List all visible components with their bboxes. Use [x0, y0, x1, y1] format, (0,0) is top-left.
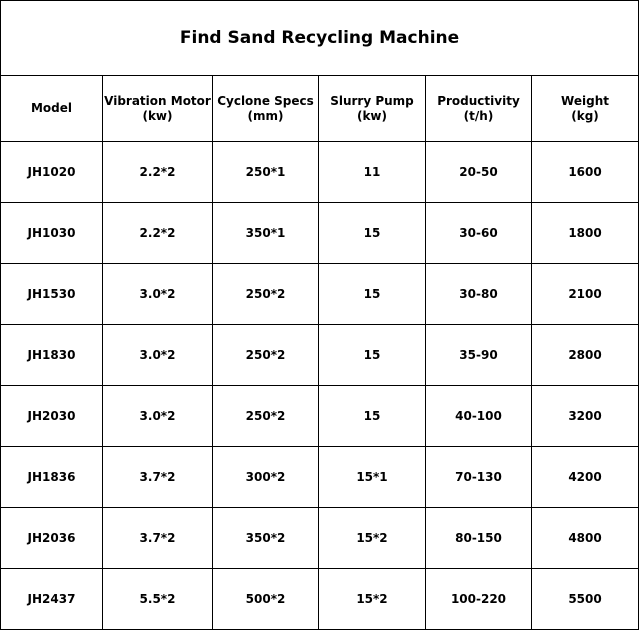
cell-cyclone-specs: 350*1 — [213, 203, 319, 264]
table-row — [1, 325, 639, 386]
cell-weight: 1800 — [532, 203, 639, 264]
cell-productivity: 20-50 — [426, 142, 532, 203]
header-label: Weight — [561, 93, 609, 108]
cell-model: JH2437 — [1, 569, 103, 630]
cell-cyclone-specs: 250*2 — [213, 386, 319, 447]
cell-cyclone-specs: 300*2 — [213, 447, 319, 508]
cell-slurry-pump: 15*2 — [319, 508, 426, 569]
title-row — [1, 1, 639, 76]
header-cyclone-specs — [213, 76, 319, 142]
header-slurry-pump — [319, 76, 426, 142]
cell-model: JH2030 — [1, 386, 103, 447]
cell-weight: 1600 — [532, 142, 639, 203]
header-unit: (t/h) — [463, 108, 494, 123]
table-row — [1, 447, 639, 508]
cell-vibration-motor: 3.7*2 — [103, 447, 213, 508]
cell-productivity: 80-150 — [426, 508, 532, 569]
cell-productivity: 30-80 — [426, 264, 532, 325]
table-row — [1, 569, 639, 630]
cell-slurry-pump: 11 — [319, 142, 426, 203]
cell-weight: 5500 — [532, 569, 639, 630]
cell-productivity: 70-130 — [426, 447, 532, 508]
cell-slurry-pump: 15*2 — [319, 569, 426, 630]
table-title: Find Sand Recycling Machine — [1, 1, 639, 76]
cell-weight: 4800 — [532, 508, 639, 569]
table-row — [1, 508, 639, 569]
table-row — [1, 142, 639, 203]
cell-productivity: 35-90 — [426, 325, 532, 386]
cell-model: JH1836 — [1, 447, 103, 508]
cell-slurry-pump: 15 — [319, 264, 426, 325]
header-weight — [532, 76, 639, 142]
cell-model: JH1530 — [1, 264, 103, 325]
cell-productivity: 40-100 — [426, 386, 532, 447]
cell-model: JH2036 — [1, 508, 103, 569]
header-label: Slurry Pump — [330, 93, 414, 108]
cell-weight: 3200 — [532, 386, 639, 447]
cell-vibration-motor: 2.2*2 — [103, 203, 213, 264]
header-label: Productivity — [437, 93, 520, 108]
cell-weight: 2800 — [532, 325, 639, 386]
header-unit: (kw) — [142, 108, 173, 123]
cell-weight: 4200 — [532, 447, 639, 508]
cell-slurry-pump: 15 — [319, 325, 426, 386]
cell-vibration-motor: 3.0*2 — [103, 325, 213, 386]
header-unit: (mm) — [247, 108, 284, 123]
cell-slurry-pump: 15 — [319, 203, 426, 264]
cell-cyclone-specs: 500*2 — [213, 569, 319, 630]
header-vibration-motor — [103, 76, 213, 142]
header-label: Model — [30, 101, 73, 115]
header-model — [1, 76, 103, 142]
cell-model: JH1030 — [1, 203, 103, 264]
header-unit: (kw) — [356, 108, 388, 123]
cell-vibration-motor: 2.2*2 — [103, 142, 213, 203]
cell-productivity: 30-60 — [426, 203, 532, 264]
table-row — [1, 386, 639, 447]
table-row — [1, 264, 639, 325]
header-unit: (kg) — [571, 108, 599, 123]
cell-weight: 2100 — [532, 264, 639, 325]
table-row — [1, 203, 639, 264]
cell-vibration-motor: 3.7*2 — [103, 508, 213, 569]
cell-model: JH1020 — [1, 142, 103, 203]
header-label: Vibration Motor — [104, 93, 211, 108]
header-productivity — [426, 76, 532, 142]
cell-cyclone-specs: 250*2 — [213, 325, 319, 386]
cell-productivity: 100-220 — [426, 569, 532, 630]
cell-slurry-pump: 15*1 — [319, 447, 426, 508]
header-row — [1, 76, 639, 142]
cell-slurry-pump: 15 — [319, 386, 426, 447]
cell-cyclone-specs: 350*2 — [213, 508, 319, 569]
header-label: Cyclone Specs — [217, 93, 314, 108]
cell-vibration-motor: 5.5*2 — [103, 569, 213, 630]
cell-model: JH1830 — [1, 325, 103, 386]
cell-cyclone-specs: 250*1 — [213, 142, 319, 203]
cell-vibration-motor: 3.0*2 — [103, 386, 213, 447]
cell-vibration-motor: 3.0*2 — [103, 264, 213, 325]
cell-cyclone-specs: 250*2 — [213, 264, 319, 325]
